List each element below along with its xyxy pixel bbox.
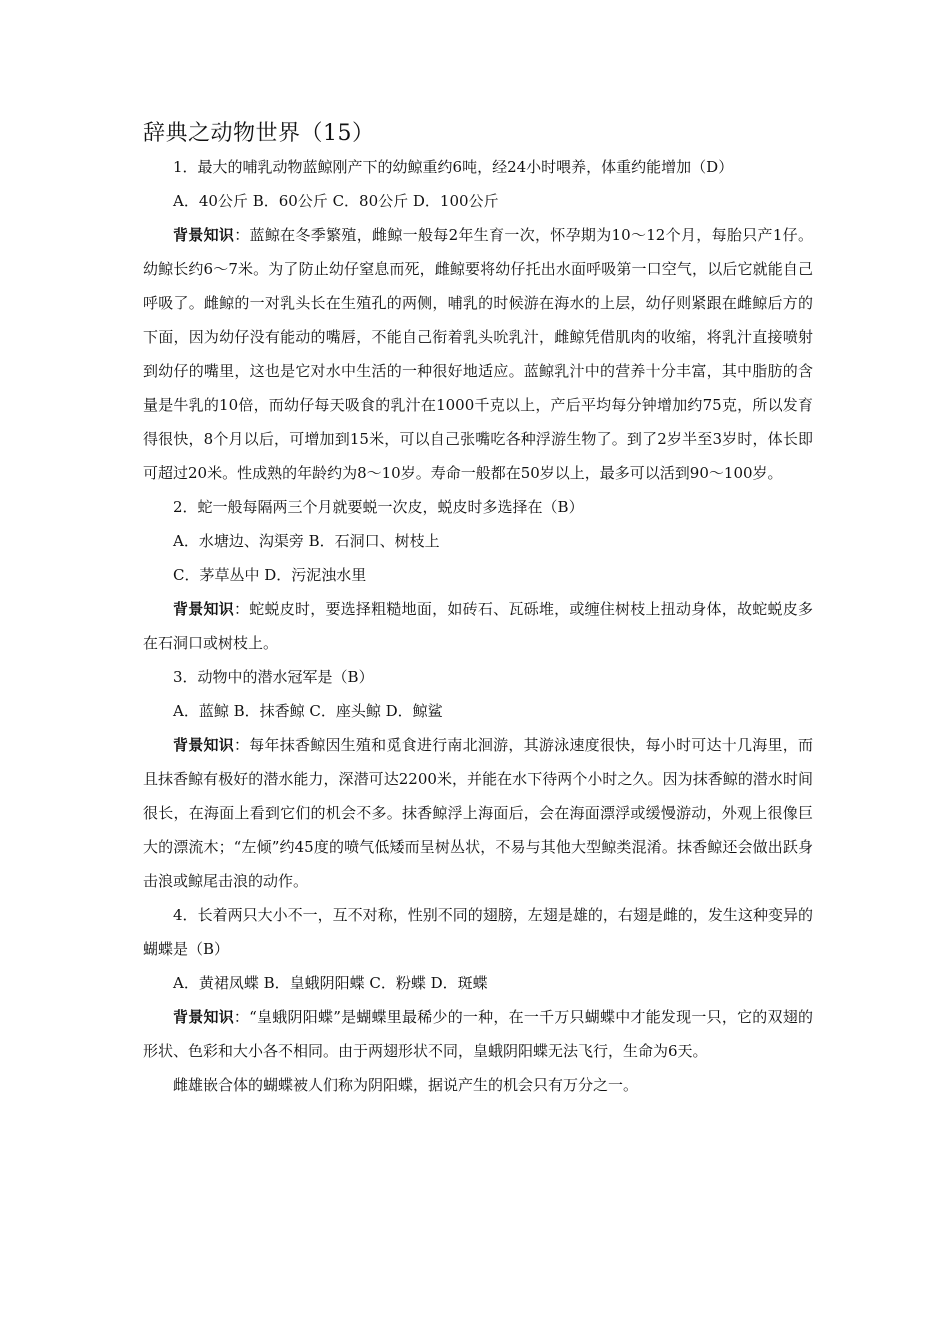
question-3-background bbox=[143, 728, 813, 898]
question-4-extra-paragraph: 雌雄嵌合体的蝴蝶被人们称为阴阳蝶，据说产生的机会只有万分之一。 bbox=[173, 1076, 639, 1094]
background-label: 背景知识 bbox=[173, 736, 234, 754]
question-3-options: A．蓝鲸 B．抹香鲸 C．座头鲸 D．鲸鲨 bbox=[173, 702, 443, 720]
question-4-background bbox=[143, 1000, 813, 1068]
document-title: 辞典之动物世界（15） bbox=[143, 121, 375, 146]
question-2-background bbox=[143, 592, 813, 660]
question-4-options: A．黄裙凤蝶 B．皇蛾阴阳蝶 C．粉蝶 D．斑蝶 bbox=[173, 974, 488, 992]
question-3: 3．动物中的潜水冠军是（B） bbox=[173, 668, 374, 686]
background-label: 背景知识 bbox=[173, 226, 235, 244]
background-text: ：蛇蜕皮时，要选择粗糙地面，如砖石、瓦砾堆，或缠住树枝上扭动身体，故蛇蜕皮多在石洞口或树枝上。 bbox=[143, 600, 813, 652]
background-text: ：蓝鲸在冬季繁殖，雌鲸一般每2年生育一次，怀孕期为10～12个月，每胎只产1仔。幼鲸长约6～7米。为了防止幼仔窒息而死，雌鲸要将幼仔托出水面呼吸第一口空气，以后它就能自己呼吸了。雌鲸的一对乳头长在生殖孔的两侧，哺乳的时候游在海水的上层，幼仔则紧跟在雌鲸后方的下面，因为幼仔没有能动的嘴唇，不能自己衔着乳头吮乳汁，雌鲸凭借肌肉的收缩，将乳汁直接喷射到幼仔的嘴里，这也是它对水中生活的一种很好地适应。蓝鲸乳汁中的营养十分丰富，其中脂肪的含量是牛乳的10倍，而幼仔每天吸食的乳汁在1000千克以上，产后平均每分钟增加约75克，所以发育得很快，8个月以后，可增加到15米，可以自己张嘴吃各种浮游生物了。到了2岁半至3岁时，体长即可超过20米。性成熟的年龄约为8～10岁。寿命一般都在50岁以上，最多可以活到90～100岁。 bbox=[143, 226, 813, 482]
question-1: 1．最大的哺乳动物蓝鲸刚产下的幼鲸重约6吨，经24小时喂养，体重约能增加（D） bbox=[173, 158, 734, 176]
question-2: 2．蛇一般每隔两三个月就要蜕一次皮，蜕皮时多选择在（B） bbox=[173, 498, 584, 516]
question-2-options-line-1: A．水塘边、沟渠旁 B．石洞口、树枝上 bbox=[173, 532, 440, 550]
question-4: 4．长着两只大小不一，互不对称，性别不同的翅膀，左翅是雄的，右翅是雌的，发生这种变异的蝴蝶是（B） bbox=[143, 906, 813, 958]
question-1-options: A．40公斤 B．60公斤 C．80公斤 D．100公斤 bbox=[173, 192, 499, 210]
background-label: 背景知识 bbox=[173, 1008, 234, 1026]
document-body bbox=[143, 150, 813, 1102]
question-2-options-line-2: C．茅草丛中 D．污泥浊水里 bbox=[173, 566, 367, 584]
background-label: 背景知识 bbox=[173, 600, 234, 618]
background-text: ：“皇蛾阴阳蝶”是蝴蝶里最稀少的一种，在一千万只蝴蝶中才能发现一只，它的双翅的形状、色彩和大小各不相同。由于两翅形状不同，皇蛾阴阳蝶无法飞行，生命为6天。 bbox=[143, 1008, 813, 1060]
background-text: ：每年抹香鲸因生殖和觅食进行南北洄游，其游泳速度很快，每小时可达十几海里，而且抹香鲸有极好的潜水能力，深潜可达2200米，并能在水下待两个小时之久。因为抹香鲸的潜水时间很长，在海面上看到它们的机会不多。抹香鲸浮上海面后，会在海面漂浮或缓慢游动，外观上很像巨大的漂流木；“左倾”约45度的喷气低矮而呈树丛状，不易与其他大型鲸类混淆。抹香鲸还会做出跃身击浪或鲸尾击浪的动作。 bbox=[143, 736, 813, 890]
question-1-background bbox=[143, 218, 813, 490]
